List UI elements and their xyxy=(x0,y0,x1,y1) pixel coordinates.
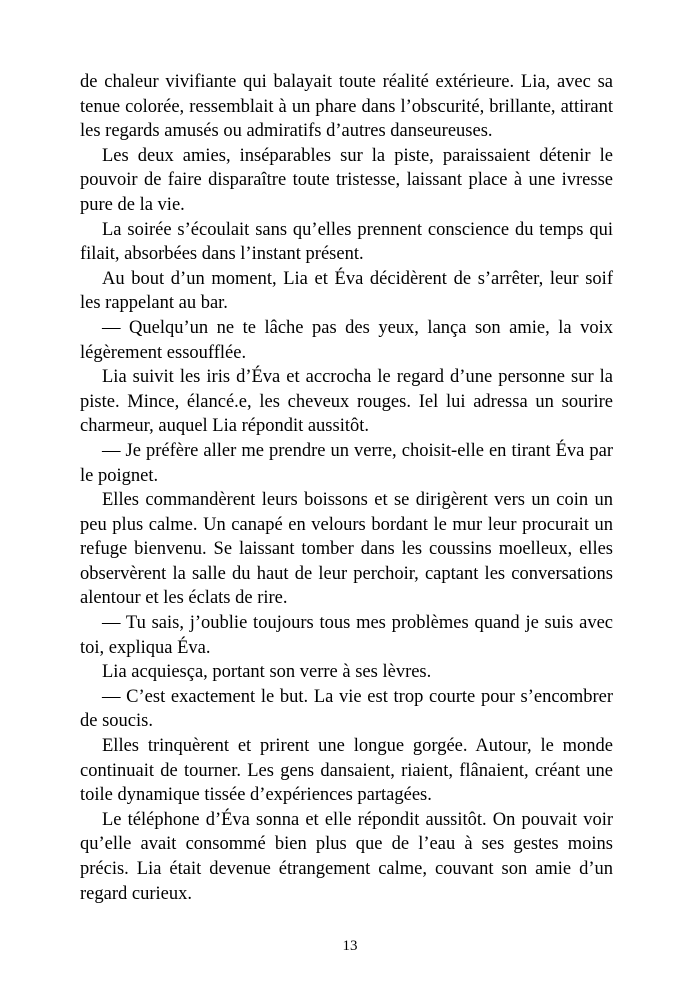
dialogue-paragraph: — Je préfère aller me prendre un verre, choisit-elle en tirant Éva par le poignet. xyxy=(80,440,613,486)
paragraph: Le téléphone d’Éva sonna et elle répondit aussitôt. On pouvait voir qu’elle avait consommé bien plus que de l’eau à ses gestes moins précis. Lia était devenue étrangement calme, couvant son amie d’un regard curieux. xyxy=(80,809,613,904)
page-number: 13 xyxy=(342,938,358,954)
dialogue-paragraph: — Quelqu’un ne te lâche pas des yeux, lança son amie, la voix légèrement essoufflée. xyxy=(80,317,613,363)
paragraph: Au bout d’un moment, Lia et Éva décidèrent de s’arrêter, leur soif les rappelant au bar. xyxy=(80,268,613,314)
paragraph: Elles commandèrent leurs boissons et se dirigèrent vers un coin un peu plus calme. Un canapé en velours bordant le mur leur procurait un refuge bienvenu. Se laissant tomber dans les coussins moelleux, elles observèrent la salle du haut de leur perchoir, captant les conversations alentour et les éclats de rire. xyxy=(80,490,613,609)
paragraph: Les deux amies, inséparables sur la piste, paraissaient détenir le pouvoir de faire disparaître toute tristesse, laissant place à une ivresse pure de la vie. xyxy=(80,145,613,215)
body-text xyxy=(80,70,613,906)
paragraph: Lia acquiesça, portant son verre à ses lèvres. xyxy=(102,662,432,683)
paragraph: Lia suivit les iris d’Éva et accrocha le regard d’une personne sur la piste. Mince, élancé.e, les cheveux rouges. Iel lui adressa un sourire charmeur, auquel Lia répondit aussitôt. xyxy=(80,367,613,437)
dialogue-paragraph: — Tu sais, j’oublie toujours tous mes problèmes quand je suis avec toi, expliqua Éva. xyxy=(80,613,613,658)
paragraph: Elles trinquèrent et prirent une longue gorgée. Autour, le monde continuait de tourner. Les gens dansaient, riaient, flânaient, créant une toile dynamique tissée d’expériences partagées. xyxy=(80,736,613,806)
paragraph-continued: de chaleur vivifiante qui balayait toute réalité extérieure. Lia, avec sa tenue colorée, ressemblait à un phare dans l’obscurité, brillante, attirant les regards amusés ou admiratifs d’autres danseureuses. xyxy=(80,72,613,142)
dialogue-paragraph: — C’est exactement le but. La vie est trop courte pour s’encombrer de soucis. xyxy=(80,686,613,732)
paragraph: La soirée s’écoulait sans qu’elles prennent conscience du temps qui filait, absorbées dans l’instant présent. xyxy=(80,219,613,265)
